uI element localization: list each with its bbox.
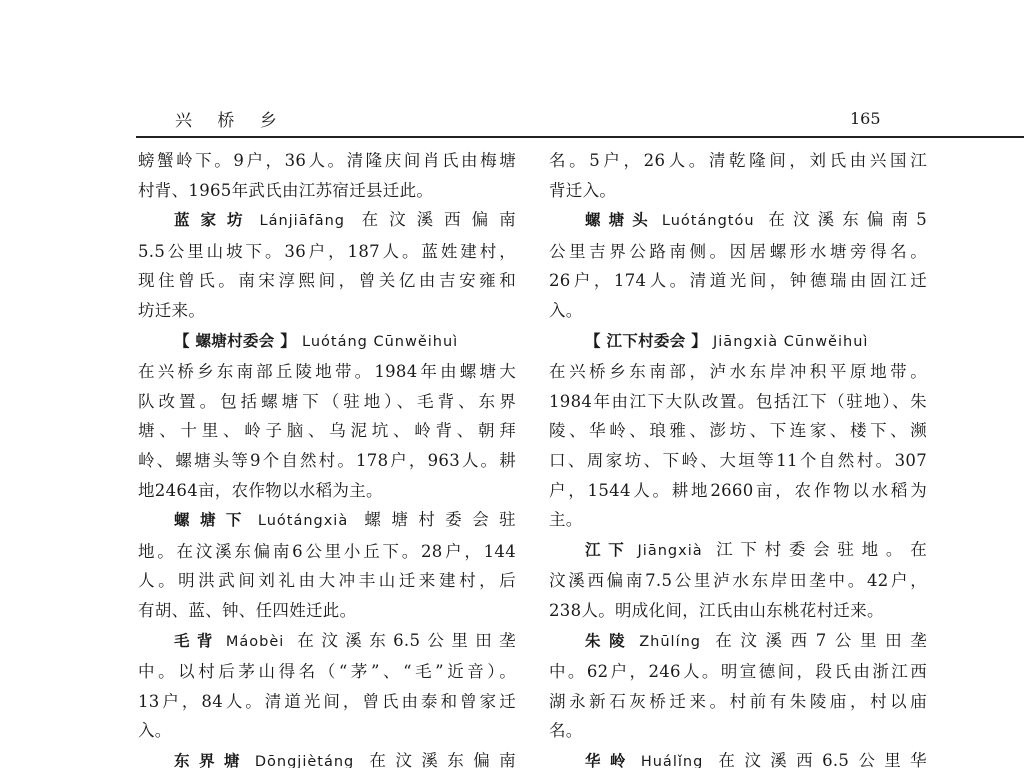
entry-headword: 蓝家坊 [174,211,254,230]
entry-pinyin: Luótángtóu [661,213,755,230]
section-heading: 【 江下村委会 】 [585,331,707,350]
entry-text: 在汶溪西7公里田垄 [707,630,927,650]
entry-line [549,626,927,658]
text-line: 坊迁来。 [138,300,206,320]
text-line: 背迁入。 [549,180,617,200]
text-line: 1984年由江下大队改置。包括江下（驻地）、朱 [549,391,927,411]
entry-headword: 东界塘 [174,751,249,768]
entry-pinyin: Dōngjiètáng [254,753,355,768]
entry-pinyin: Zhūlíng [639,633,701,650]
page-number: 165 [850,109,881,128]
text-line: 队改置。包括螺塘下（驻地）、毛背、东界 [138,391,516,411]
text-line: 岭、螺塘头等9个自然村。178户，963人。耕 [138,450,516,470]
text-line: 陵、华岭、琅雅、澎坊、下连家、楼下、濒 [549,421,927,441]
entry-headword: 螺塘头 [585,211,656,230]
text-line: 入。 [549,300,583,320]
text-line: 人。明洪武间刘礼由大冲丰山迁来建村，后 [138,571,516,591]
entry-pinyin: Máobèi [225,633,285,650]
entry-headword: 螺塘下 [174,511,252,530]
entry-line [138,626,516,658]
text-line: 中。62户，246人。明宣德间，段氏由浙江西 [549,662,927,682]
entry-text: 在汶溪东偏南 [360,750,516,768]
section-heading-line [549,326,927,358]
entry-line [549,535,927,567]
entry-headword: 朱陵 [585,631,634,650]
text-line: 名。 [549,721,583,741]
text-line: 在兴桥乡东南部丘陵地带。1984年由螺塘大 [138,362,516,382]
text-line: 入。 [138,721,172,741]
text-line: 在兴桥乡东南部，泸水东岸冲积平原地带。 [549,362,927,382]
text-line: 汶溪西偏南7.5公里泸水东岸田垄中。42户， [549,571,927,591]
text-line: 地。在汶溪东偏南6公里小丘下。28户，144 [138,541,516,561]
entry-text: 在汶溪西6.5公里华 [709,750,927,768]
section-pinyin: Luótáng Cūnwěihuì [302,333,459,350]
text-line: 26户，174人。清道光间，钟德瑞由固江迁 [549,271,927,291]
entry-line [138,205,516,237]
text-line: 238人。明成化间，江氏由山东桃花村迁来。 [549,600,884,620]
text-line: 地2464亩，农作物以水稻为主。 [138,480,383,500]
right-column [549,146,927,768]
text-line: 公里吉界公路南侧。因居螺形水塘旁得名。 [549,241,927,261]
entry-text: 在汶溪东偏南5 [760,210,927,230]
text-line: 主。 [549,510,583,530]
text-line: 塘、十里、岭子脑、乌泥坑、岭背、朝拜 [138,421,516,441]
entry-pinyin: Jiāngxià [637,542,703,559]
text-line: 现住曾氏。南宋淳熙间，曾关亿由吉安雍和 [138,271,516,291]
header-rule [136,136,1024,138]
text-line: 户，1544人。耕地2660亩，农作物以水稻为 [549,480,927,500]
entry-text: 在汶溪西偏南 [350,210,516,230]
text-line: 湖永新石灰桥迁来。村前有朱陵庙，村以庙 [549,691,927,711]
entry-line [138,505,516,537]
section-pinyin: Jiāngxià Cūnwěihuì [713,333,869,350]
text-line: 口、周家坊、下岭、大垣等11个自然村。307 [549,450,927,470]
entry-text: 在汶溪东6.5公里田垄 [290,630,516,650]
section-heading-line [138,326,516,358]
entry-line [549,205,927,237]
entry-pinyin: Lánjiāfāng [259,213,345,230]
entry-headword: 华岭 [585,751,635,768]
entry-line [138,746,516,768]
text-line: 中。以村后茅山得名（“茅”、“毛”近音）。 [138,662,516,682]
text-line: 5.5公里山坡下。36户，187人。蓝姓建村， [138,241,516,261]
entry-text: 江下村委会驻地。在 [708,539,927,559]
text-line: 螃蟹岭下。9户，36人。清隆庆间肖氏由梅塘 [138,151,516,170]
text-line: 村背、1965年武氏由江苏宿迁县迁此。 [138,180,434,200]
left-column [138,146,516,768]
text-line: 有胡、蓝、钟、任四姓迁此。 [138,600,357,620]
text-line: 名。5户，26人。清乾隆间，刘氏由兴国江 [549,151,927,170]
entry-headword: 毛背 [174,631,220,650]
running-header-title: 兴 桥 乡 [175,111,287,131]
section-heading: 【 螺塘村委会 】 [174,331,296,350]
entry-pinyin: Huálǐng [640,753,704,768]
text-line: 13户，84人。清道光间，曾氏由泰和曾家迁 [138,691,516,711]
entry-text: 螺塘村委会驻 [354,510,516,530]
entry-line [549,746,927,768]
entry-headword: 江下 [585,540,632,559]
entry-pinyin: Luótángxià [257,513,349,530]
